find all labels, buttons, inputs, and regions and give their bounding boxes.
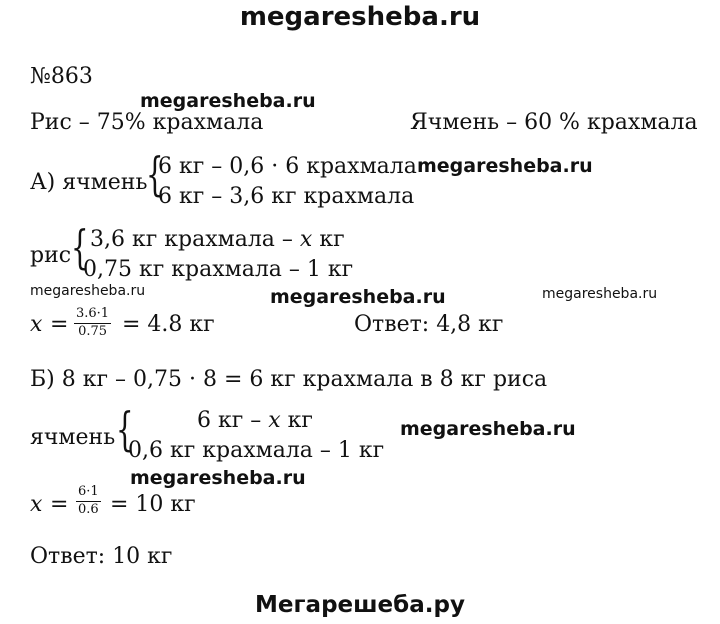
fraction-denominator: 0.6 [78, 501, 99, 517]
part-b-line: Б) 8 кг – 0,75 · 8 = 6 кг крахмала в 8 кг риса [30, 367, 548, 392]
barley-fact: Ячмень – 60 % крахмала [410, 110, 698, 135]
rice-line1: 3,6 кг крахмала – x кг [90, 227, 345, 252]
rice-line2: 0,75 кг крахмала – 1 кг [83, 257, 354, 282]
part-a-line2: 6 кг – 3,6 кг крахмала [158, 184, 415, 209]
fraction-denominator: 0.75 [78, 323, 108, 339]
fraction-numerator: 3.6·1 [74, 307, 111, 324]
system-brace-icon: { [116, 402, 134, 456]
problem-number: №863 [30, 64, 93, 89]
watermark: megaresheba.ru [417, 155, 593, 177]
part-b-line2: 0,6 кг крахмала – 1 кг [128, 438, 385, 463]
watermark: megaresheba.ru [140, 90, 316, 112]
equals-sign: = [50, 312, 69, 337]
watermark: megaresheba.ru [542, 286, 658, 302]
variable-x: x [30, 492, 43, 517]
watermark: megaresheba.ru [30, 283, 146, 299]
part-a-answer: Ответ: 4,8 кг [354, 312, 504, 337]
system-brace-icon: { [71, 220, 89, 274]
part-a-label: А) ячмень [30, 170, 148, 195]
fraction-numerator: 6·1 [76, 485, 101, 502]
part-b-barley-label: ячмень [30, 425, 116, 450]
part-b-result: = 10 кг [110, 492, 196, 517]
variable-x: x [30, 312, 43, 337]
part-b-fraction [76, 485, 101, 518]
watermark: megaresheba.ru [130, 467, 306, 489]
part-a-result: = 4.8 кг [122, 312, 215, 337]
header-site-title: megaresheba.ru [239, 2, 481, 32]
watermark: megaresheba.ru [400, 418, 576, 440]
system-brace-icon: { [146, 147, 164, 201]
part-b-answer: Ответ: 10 кг [30, 544, 173, 569]
part-a-fraction [74, 307, 111, 340]
footer-site-title: Мегарешеба.ру [255, 592, 465, 618]
watermark: megaresheba.ru [270, 286, 446, 308]
part-b-line1: 6 кг – x кг [197, 408, 313, 433]
rice-fact: Рис – 75% крахмала [30, 110, 264, 135]
equals-sign: = [50, 492, 69, 517]
rice-label: рис [30, 243, 72, 268]
part-a-line1: 6 кг – 0,6 · 6 крахмала [158, 154, 417, 179]
